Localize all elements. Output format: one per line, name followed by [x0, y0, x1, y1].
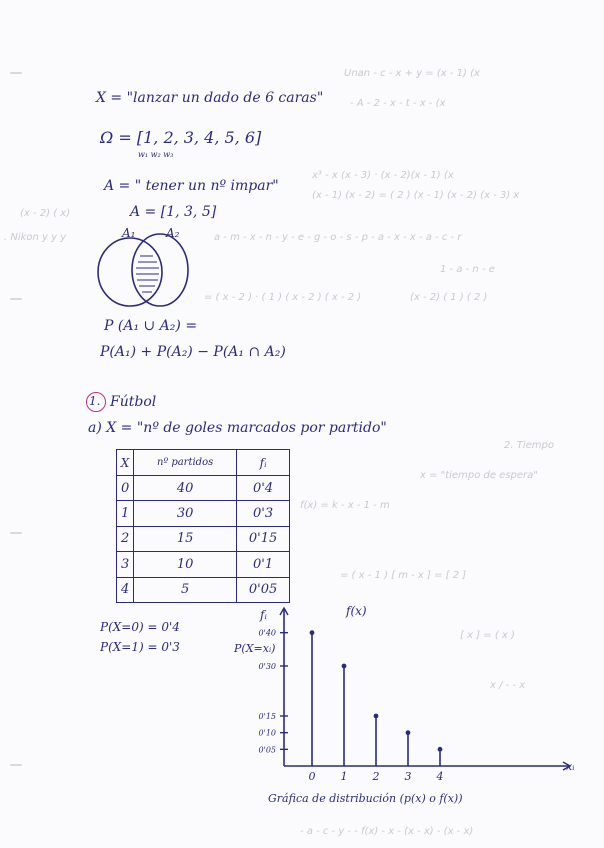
venn-label-a2: A₂ — [166, 226, 180, 240]
chart-point — [438, 747, 443, 752]
table-cell: 10 — [134, 552, 237, 577]
bleed-through-line: = ( x - 1 ) [ m - x ] = [ 2 ] — [340, 570, 467, 581]
bleed-through-line: 1 - a - n - e — [440, 264, 495, 275]
chart-y-mark: fᵢ — [260, 608, 267, 622]
chart-y-tick-label: 0'10 — [258, 728, 276, 738]
bleed-through-line: x³ - x (x - 3) · (x - 2)(x - 1) (x — [312, 170, 454, 181]
table-cell: 3 — [117, 552, 134, 577]
chart-x-tick-label: 2 — [372, 770, 380, 783]
section-title: Fútbol — [110, 394, 157, 410]
chart-function-label: f(x) — [346, 604, 367, 618]
chart-y-tick-label: 0'15 — [258, 712, 276, 721]
chart-point — [406, 730, 411, 735]
table-cell: 40 — [134, 476, 237, 501]
chart-point — [374, 714, 379, 719]
union-formula: P(A₁) + P(A₂) − P(A₁ ∩ A₂) — [100, 344, 286, 360]
chart-x-label: xᵢ — [566, 760, 575, 773]
event-a: A = " tener un nº impar" — [104, 178, 279, 194]
chart-x-tick-label: 0 — [308, 770, 316, 783]
bleed-through-line: - a - c - y - - f(x) - x - (x - x) - (x - x) — [300, 826, 474, 837]
column-header-x: X — [117, 450, 134, 476]
bleed-through-line: [ x ] = ( x ) — [460, 630, 515, 641]
table-cell: 5 — [134, 577, 237, 602]
bleed-through-line: 2. Tiempo — [504, 440, 554, 451]
chart-y-label: P(X=xᵢ) — [234, 642, 276, 655]
chart-point — [310, 630, 315, 635]
chart-y-tick-label: 0'40 — [258, 628, 276, 638]
chart-x-tick-label: 1 — [340, 770, 348, 783]
table-cell: 1 — [117, 501, 134, 526]
column-header-fi: fᵢ — [237, 450, 290, 476]
omega-subscripts: w₁ w₂ w₃ — [138, 150, 174, 159]
chart-point — [342, 664, 347, 669]
table-cell: 0'05 — [237, 577, 290, 602]
table-cell: 15 — [134, 526, 237, 551]
probability-x0: P(X=0) = 0'4 — [100, 620, 180, 634]
bleed-through-line: x = "tiempo de espera" — [420, 470, 538, 481]
venn-label-a1: A₁ — [122, 226, 136, 240]
table-cell: 30 — [134, 501, 237, 526]
footer-caption: Gráfica de distribución (p(x) o f(x)) — [268, 792, 463, 805]
probability-x1: P(X=1) = 0'3 — [100, 640, 180, 654]
chart-y-tick-label: 0'05 — [258, 745, 276, 755]
table-cell: 0'1 — [237, 552, 290, 577]
bleed-through-line: (x - 2) ( x) — [20, 208, 71, 219]
bleed-through-line: Unan - c - x + y = (x - 1) (x — [344, 68, 480, 79]
table-cell: 2 — [117, 526, 134, 551]
table-cell: 4 — [117, 577, 134, 602]
bleed-through-line: - A - 2 - x - t - x - (x — [350, 98, 446, 109]
bleed-through-line: f(x) = k - x - 1 - m — [300, 500, 390, 511]
set-a: A = [1, 3, 5] — [130, 204, 217, 220]
chart-y-tick-label: 0'30 — [258, 662, 276, 671]
bleed-through-line: (x - 2) ( 1 ) ( 2 ) — [410, 292, 488, 303]
bleed-through-line: (x - 1) (x - 2) = ( 2 ) (x - 1) (x - 2) (x - 3) x — [312, 190, 520, 201]
part-a-statement: a) X = "nº de goles marcados por partido" — [88, 420, 387, 436]
table-cell: 0'4 — [237, 476, 290, 501]
chart-x-tick-label: 4 — [436, 770, 444, 783]
bleed-through-line: . Nikon y y y — [4, 232, 67, 243]
table-cell: 0 — [117, 476, 134, 501]
column-header-matches: nº partidos — [134, 450, 237, 476]
section-number: 1. — [89, 394, 101, 408]
bleed-through-line: x / - - x — [490, 680, 526, 691]
bleed-through-line: a - m - x - n - y - e - g - o - s - p - a - x - x - a - c - r — [214, 232, 462, 243]
table-cell: 0'15 — [237, 526, 290, 551]
x-definition: X = "lanzar un dado de 6 caras" — [96, 90, 324, 106]
union-probability: P (A₁ ∪ A₂) = — [104, 318, 198, 334]
chart-x-tick-label: 3 — [404, 770, 412, 783]
omega-set: Ω = [1, 2, 3, 4, 5, 6] — [100, 128, 262, 147]
bleed-through-line: = ( x - 2 ) · ( 1 ) ( x - 2 ) ( x - 2 ) — [204, 292, 362, 303]
table-cell: 0'3 — [237, 501, 290, 526]
